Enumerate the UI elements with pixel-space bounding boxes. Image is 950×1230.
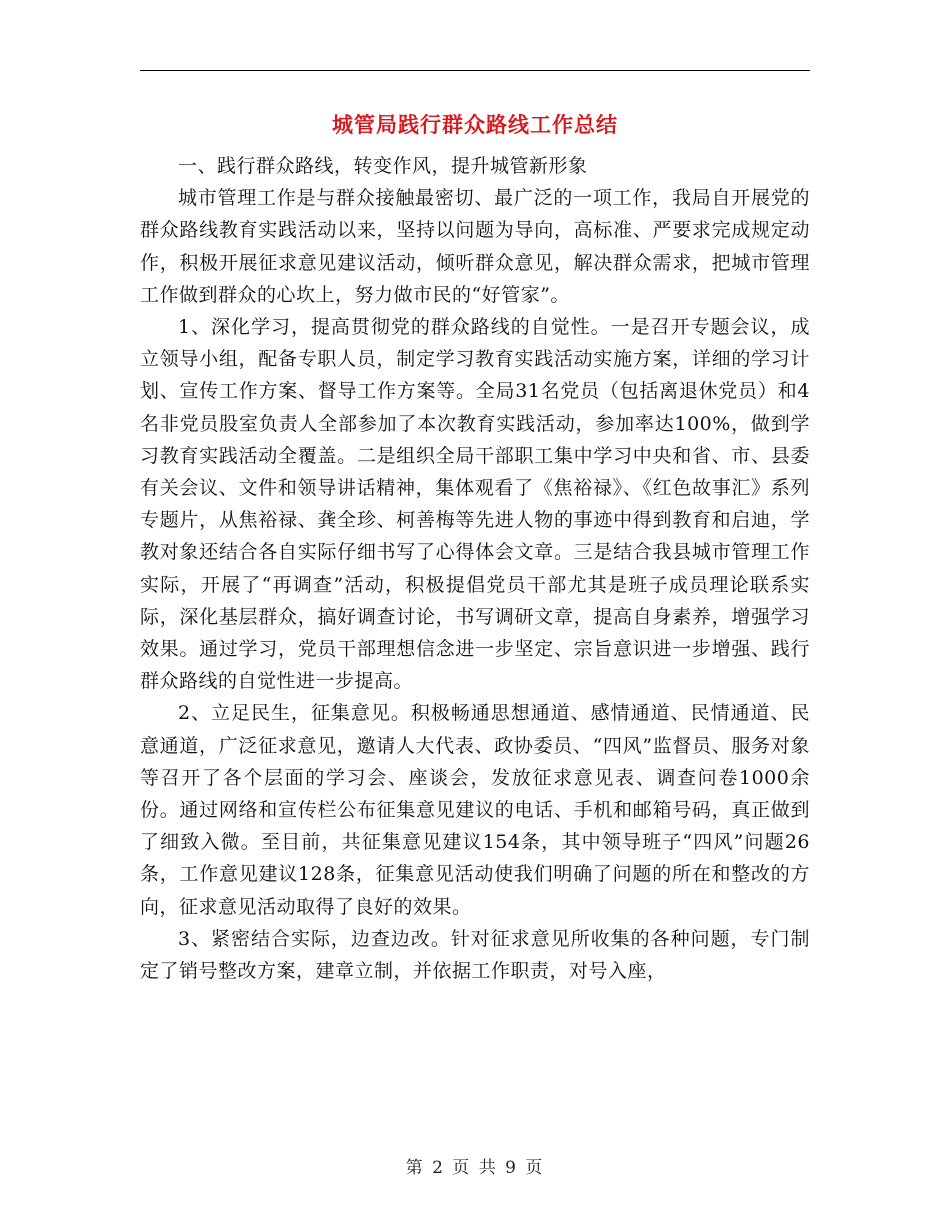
document-body — [140, 150, 810, 987]
header-rule — [140, 70, 810, 71]
paragraph-rectify: 3、紧密结合实际，边查边改。针对征求意见所收集的各种问题，专门制定了销号整改方案，建章立制，并依据工作职责，对号入座， — [140, 927, 810, 983]
section-heading: 一、践行群众路线，转变作风，提升城管新形象 — [178, 155, 588, 177]
paragraph-study: 1、深化学习，提高贯彻党的群众路线的自觉性。一是召开专题会议，成立领导小组，配备专职人员，制定学习教育实践活动实施方案，详细的学习计划、宣传工作方案、督导工作方案等。全局31名党员（包括离退休党员）和4名非党员股室负责人全部参加了本次教育实践活动，参加率达100%，做到学习教育实践活动全覆盖。二是组织全局干部职工集中学习中央和省、市、县委有关会议、文件和领导讲话精神，集体观看了《焦裕禄》、《红色故事汇》系列专题片，从焦裕禄、龚全珍、柯善梅等先进人物的事迹中得到教育和启迪，学教对象还结合各自实际仔细书写了心得体会文章。三是结合我县城市管理工作实际，开展了“再调查”活动，积极提倡党员干部尤其是班子成员理论联系实际，深化基层群众，搞好调查讨论，书写调研文章，提高自身素养，增强学习效果。通过学习，党员干部理想信念进一步坚定、宗旨意识进一步增强、践行群众路线的自觉性进一步提高。 — [140, 316, 810, 693]
paragraph-opinions: 2、立足民生，征集意见。积极畅通思想通道、感情通道、民情通道、民意通道，广泛征求意见，邀请人大代表、政协委员、“四风”监督员、服务对象等召开了各个层面的学习会、座谈会，发放征求意见表、调查问卷1000余份。通过网络和宣传栏公布征集意见建议的电话、手机和邮箱号码，真正做到了细致入微。至目前，共征集意见建议154条，其中领导班子“四风”问题26条，工作意见建议128条，征集意见活动使我们明确了问题的所在和整改的方向，征求意见活动取得了良好的效果。 — [140, 702, 810, 918]
document-title: 城管局践行群众路线工作总结 — [332, 112, 618, 137]
paragraph-intro: 城市管理工作是与群众接触最密切、最广泛的一项工作，我局自开展党的群众路线教育实践活动以来，坚持以问题为导向，高标准、严要求完成规定动作，积极开展征求意见建议活动，倾听群众意见，解决群众需求，把城市管理工作做到群众的心坎上，努力做市民的“好管家”。 — [140, 187, 810, 306]
page-footer: 第 2 页 共 9 页 — [405, 1158, 545, 1178]
